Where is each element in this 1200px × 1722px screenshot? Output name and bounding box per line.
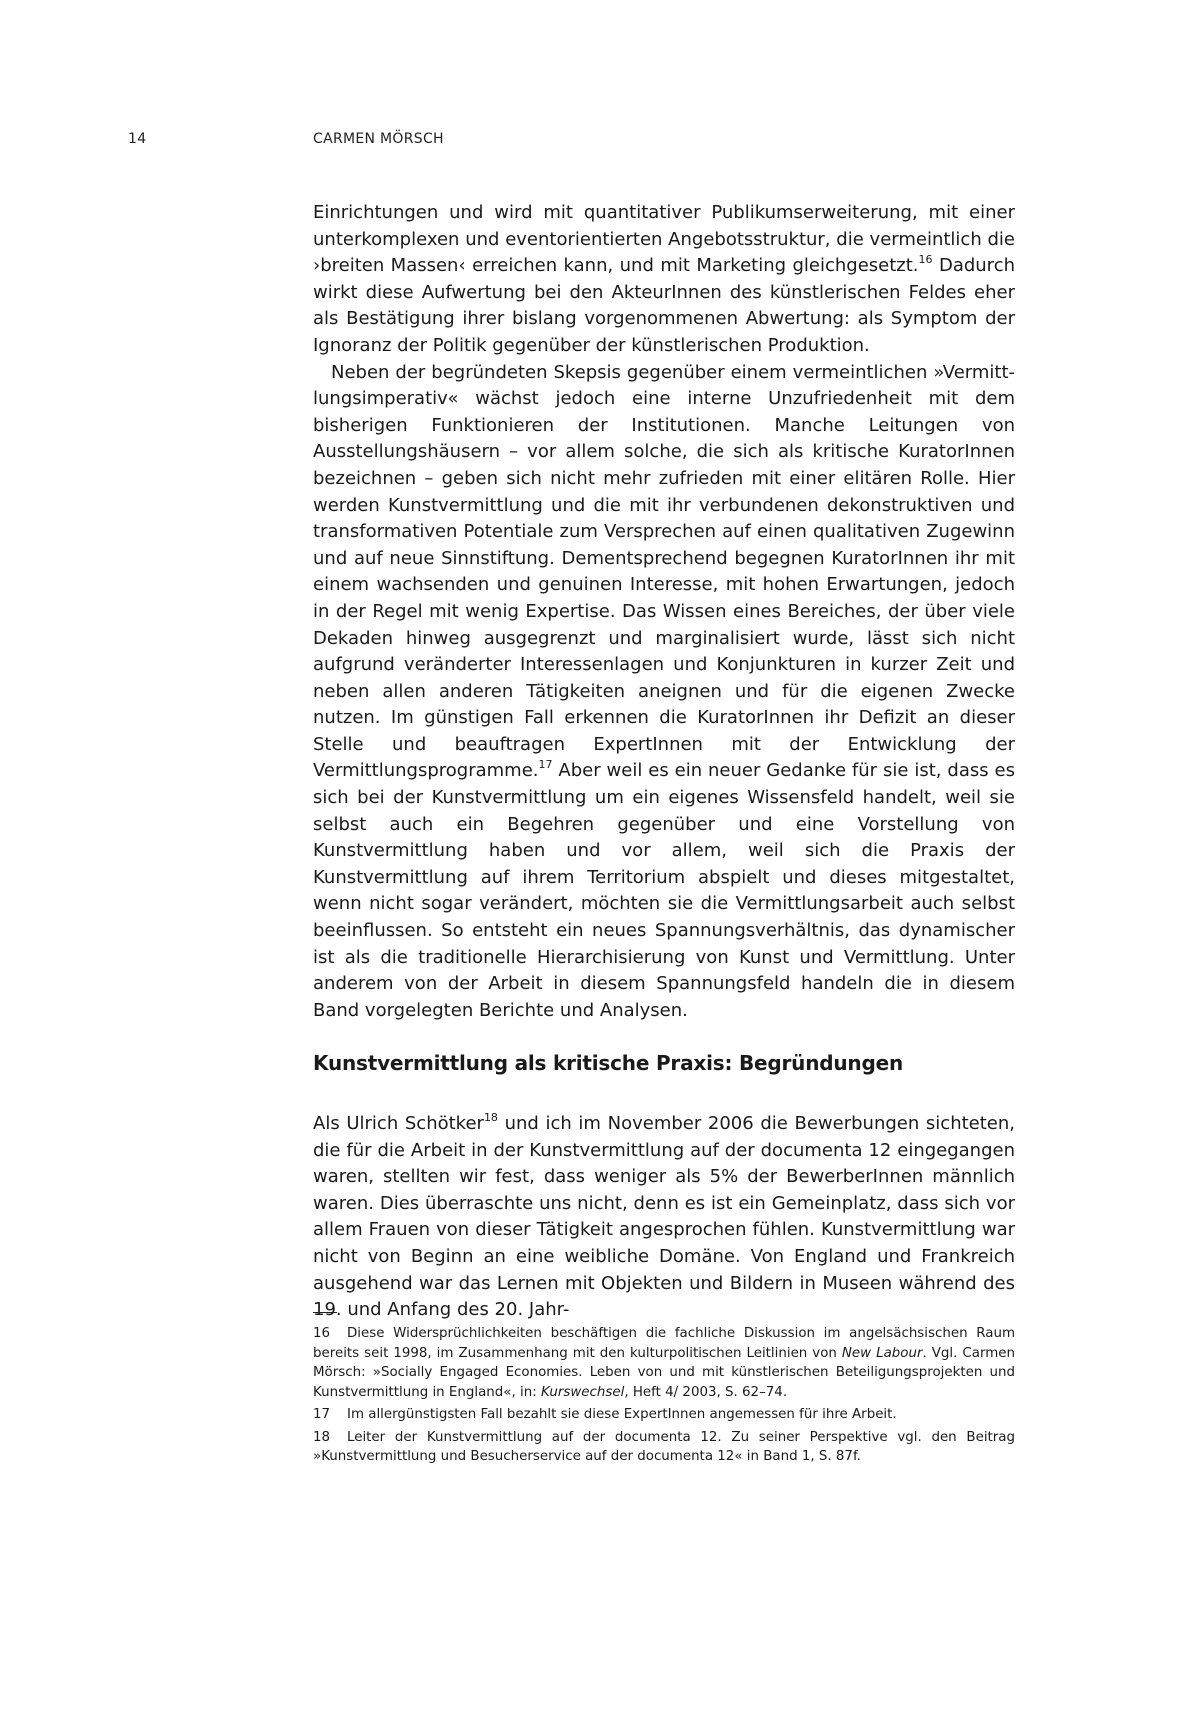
running-head-author: CARMEN MÖRSCH [313,131,444,147]
paragraph-text: Neben der begründeten Skepsis gegenüber einem vermeintlichen »Vermittlungsimperativ« wächst jedoch eine interne Unzufriedenheit mit dem bisherigen Funktionieren der Institutionen. Manche Leitungen von Ausstellungshäusern – vor allem solche, die sich als kritische KuratorInnen bezeichnen – geben sich nicht mehr zufrieden mit einer elitären Rolle. Hier werden Kunstvermittlung und die mit ihr verbundenen dekonstruktiven und transformativen Potentiale zum Versprechen auf einen qualitativen Zugewinn und auf neue Sinnstiftung. Dementsprechend begegnen KuratorInnen ihr mit einem wachsenden und genuinen Interesse, mit hohen Erwartungen, jedoch in der Regel mit wenig Expertise. Das Wissen eines Bereiches, der über viele Dekaden hinweg ausgegrenzt und marginalisiert wurde, lässt sich nicht aufgrund veränderter Interessenlagen und Konjunkturen in kurzer Zeit und neben allen anderen Tätigkeiten aneignen und für die eigenen Zwecke nutzen. Im günstigen Fall erkennen die KuratorInnen ihr Defizit an dieser Stelle und beauftragen ExpertInnen mit der Entwicklung der Vermittlungsprogramme. [313,361,1015,782]
footnote-ref[interactable]: 17 [538,758,553,772]
paragraph-text: Dadurch wirkt diese Aufwertung bei den AkteurInnen des künstlerischen Feldes eher als Bestätigung ihrer bislang vorgenommenen Abwertung: als Symptom der Ignoranz der Politik gegenüber der künstlerischen Produktion. [313,255,1015,356]
footnote-divider [313,1312,337,1313]
footnote-text: Kurswechsel [540,1384,625,1400]
paragraph-text: und ich im November 2006 die Bewerbungen sichteten, die für die Arbeit in der Kunstvermittlung auf der documenta 12 eingegangen waren, stellten wir fest, dass weniger als 5% der BewerberInnen männlich waren. Dies überraschte uns nicht, denn es ist ein Gemeinplatz, dass sich vor allem Frauen von dieser Tätigkeit angesprochen fühlen. Kunstvermittlung war nicht von Beginn an eine weibliche Domäne. Von England und Frankreich ausgehend war das Lernen mit Objekten und Bildern in Museen während des 19. und Anfang des 20. Jahr- [313,1113,1016,1321]
footnote [313,1428,1015,1467]
footnote-text: Leiter der Kunstvermittlung auf der documenta 12. Zu seiner Perspektive vgl. den Beitrag »Kunstvermittlung und Besucherservice auf der documenta 12« in Band 1, S. 87f. [313,1429,1015,1464]
footnote-text: Im allergünstigsten Fall bezahlt sie diese ExpertInnen angemessen für ihre Arbeit. [347,1407,897,1422]
footnote-number: 17 [313,1407,331,1422]
paragraph [313,200,1015,360]
body-text [313,200,1015,1024]
footnote [313,1405,1015,1425]
paragraph-text: Einrichtungen und wird mit quantitativer Publikumserweiterung, mit einer unterkomplexen und eventorientierten Angebotsstruktur, die vermeintlich die ›breiten Massen‹ erreichen kann, und mit Marketing gleichgesetzt. [313,202,1015,277]
footnote-text: , Heft 4/ 2003, S. 62–74. [624,1384,788,1400]
footnote-text: . Vgl. Carmen Mörsch: »Socially Engaged Economies. Leben von und mit künstlerischen Beteiligungsprojekten und Kunstvermittlung in England«, in: [313,1345,1015,1400]
footnote-number: 18 [313,1429,331,1445]
footnote-text: New Labour [841,1345,923,1361]
footnote [313,1324,1015,1402]
footnote-text: Diese Widersprüchlichkeiten beschäftigen die fachliche Diskussion im angelsächsischen Raum bereits seit 1998, im Zusammenhang mit den kulturpolitischen Leitlinien von [313,1326,1015,1361]
paragraph [313,360,1015,1025]
page-number: 14 [128,131,147,147]
footnote-ref[interactable]: 16 [918,253,933,267]
section-heading: Kunstvermittlung als kritische Praxis: Begründungen [313,1051,903,1075]
paragraph-text: Als Ulrich Schötker [313,1113,484,1134]
footnote-ref[interactable]: 18 [483,1111,498,1124]
footnotes [313,1324,1015,1470]
paragraph-text: Aber weil es ein neuer Gedanke für sie ist, dass es sich bei der Kunstvermittlung um ein eigenes Wissensfeld handelt, weil sie selbst auch ein Begehren gegenüber und eine Vorstellung von Kunstvermittlung haben und vor allem, weil sich die Praxis der Kunstvermittlung auf ihrem Territorium abspielt und dieses mitgestaltet, wenn nicht sogar verändert, möchten sie die Vermittlungsarbeit auch selbst beeinflussen. So entsteht ein neues Spannungsverhältnis, das dynamischer ist als die traditionelle Hierarchisierung von Kunst und Vermittlung. Unter anderem von der Arbeit in diesem Spannungsfeld handeln die in diesem Band vorgelegten Berichte und Analysen. [313,760,1015,1021]
paragraph [313,1111,1015,1324]
footnote-number: 16 [313,1326,331,1341]
